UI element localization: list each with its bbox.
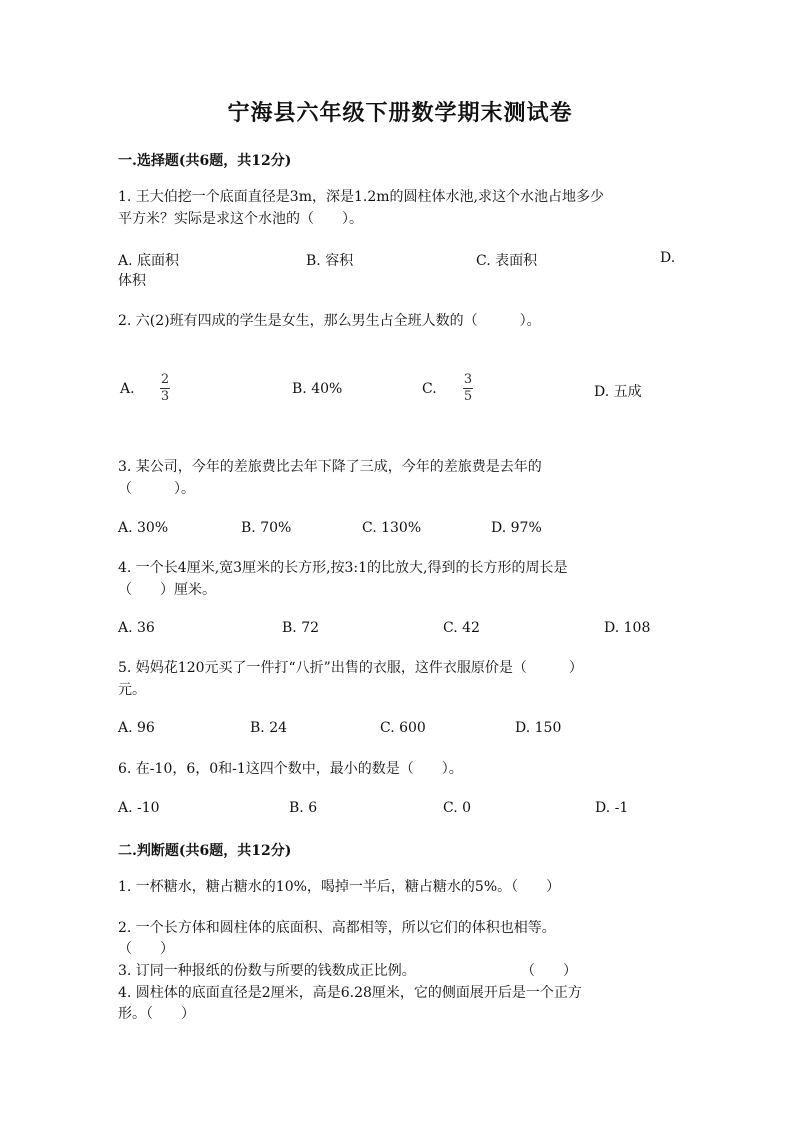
section-heading-choice: 一.选择题(共6题，共12分) [118, 153, 292, 169]
question-1-line-1: 1. 王大伯挖一个底面直径是3m，深是1.2m的圆柱体水池,求这个水池占地多少 [118, 189, 604, 205]
question-6-option-a: A. -10 [118, 800, 160, 816]
question-1-option-b: B. 容积 [306, 253, 354, 269]
question-3-option-b: B. 70% [241, 520, 292, 536]
question-4-option-a: A. 36 [118, 620, 155, 636]
judgement-1-line-1: 1. 一杯糖水，糖占糖水的10%，喝掉一半后，糖占糖水的5%。（ ） [118, 879, 561, 895]
question-5-option-b: B. 24 [250, 720, 288, 736]
judgement-3-line-1: 3. 订同一种报纸的份数与所要的钱数成正比例。 [118, 963, 416, 979]
fraction-c-numerator: 3 [463, 372, 473, 387]
question-6-option-d: D. -1 [595, 800, 629, 816]
judgement-4-line-2: 形。（ ） [118, 1006, 195, 1022]
question-2-option-d: D. 五成 [594, 384, 642, 400]
question-5-option-d: D. 150 [515, 720, 562, 736]
question-6-line-1: 6. 在-10，6，0和-1这四个数中，最小的数是（ ）。 [118, 761, 463, 777]
judgement-2-line-2: （ ） [118, 941, 174, 957]
question-4-line-1: 4. 一个长4厘米,宽3厘米的长方形,按3:1的比放大,得到的长方形的周长是 [118, 560, 568, 576]
fraction-a-denominator: 3 [160, 389, 170, 404]
fraction-a-numerator: 2 [160, 372, 170, 387]
question-3-option-d: D. 97% [491, 520, 542, 536]
question-5-option-a: A. 96 [118, 720, 155, 736]
question-2-fraction-a [160, 373, 170, 404]
section-heading-judgement: 二.判断题(共6题，共12分) [118, 843, 292, 859]
question-2-option-c-label: C. [422, 381, 437, 397]
question-2-option-b: B. 40% [292, 381, 343, 397]
question-5-option-c: C. 600 [380, 720, 426, 736]
question-4-option-c: C. 42 [443, 620, 480, 636]
question-2-line-1: 2. 六(2)班有四成的学生是女生，那么男生占全班人数的（ ）。 [118, 313, 541, 329]
question-3-option-a: A. 30% [118, 520, 169, 536]
question-5-line-1: 5. 妈妈花120元买了一件打“八折”出售的衣服，这件衣服原价是（ ） [118, 660, 583, 676]
judgement-4-line-1: 4. 圆柱体的底面直径是2厘米，高是6.28厘米，它的侧面展开后是一个正方 [118, 985, 582, 1001]
judgement-2-line-1: 2. 一个长方体和圆柱体的底面积、高都相等，所以它们的体积也相等。 [118, 920, 556, 936]
question-4-option-b: B. 72 [282, 620, 320, 636]
question-6-option-b: B. 6 [289, 800, 318, 816]
question-6-option-c: C. 0 [443, 800, 472, 816]
question-5-line-2: 元。 [118, 682, 146, 698]
question-4-line-2: （ ）厘米。 [118, 582, 216, 598]
question-1-option-a: A. 底面积 [118, 253, 180, 269]
question-1-line-2: 平方米？实际是求这个水池的（ ）。 [118, 211, 363, 227]
fraction-c-denominator: 5 [463, 389, 473, 404]
question-1-option-d: D. [660, 250, 676, 266]
question-1-option-d-wrap: 体积 [118, 273, 146, 289]
question-2-option-a-label: A. [120, 381, 135, 397]
question-2-fraction-c [463, 373, 473, 404]
page-title: 宁海县六年级下册数学期末测试卷 [227, 100, 573, 126]
judgement-3-answer-blank: （ ） [521, 963, 577, 979]
question-1-option-c: C. 表面积 [476, 253, 538, 269]
question-4-option-d: D. 108 [604, 620, 651, 636]
question-3-line-1: 3. 某公司，今年的差旅费比去年下降了三成，今年的差旅费是去年的 [118, 459, 542, 475]
question-3-line-2: （ ）。 [118, 481, 195, 497]
question-3-option-c: C. 130% [362, 520, 422, 536]
